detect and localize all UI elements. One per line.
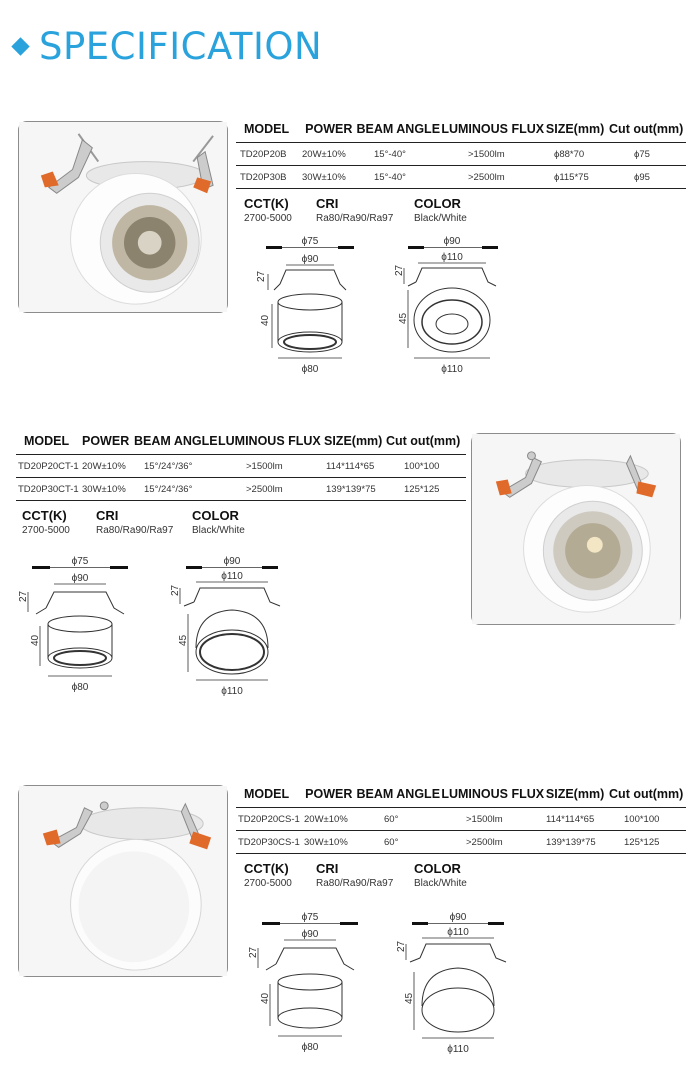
cell-size: ϕ88*70 <box>554 148 585 160</box>
dim-bottom: ϕ110 <box>441 364 463 375</box>
cell-cutout: 100*100 <box>624 813 660 825</box>
product-photo-1 <box>18 121 228 313</box>
cell-beam-angle: 15°/24°/36° <box>144 460 193 472</box>
spec-table-1 <box>236 118 686 189</box>
column-header: LUMINOUS FLUX <box>441 122 545 136</box>
cell-flux: >1500lm <box>246 460 283 472</box>
dim-h2: 40 <box>260 314 271 326</box>
cct-value: 2700-5000 <box>244 878 292 889</box>
dimension-drawing-large <box>392 232 512 378</box>
cell-size: 139*139*75 <box>326 483 376 495</box>
color-block <box>414 861 504 891</box>
dim-h1: 27 <box>18 590 29 602</box>
color-block <box>192 508 282 538</box>
cct-block <box>22 508 96 538</box>
dim-h2: 45 <box>398 312 409 324</box>
cell-power: 20W±10% <box>302 148 346 160</box>
page-title: SPECIFICATION <box>39 24 323 68</box>
dimension-drawing-small <box>250 908 370 1058</box>
dim-top: ϕ90 <box>223 556 241 567</box>
cell-size: 139*139*75 <box>546 836 596 848</box>
cell-power: 30W±10% <box>302 171 346 183</box>
downlight-photo-icon <box>19 122 227 312</box>
column-header: LUMINOUS FLUX <box>218 434 321 448</box>
cct-value: 2700-5000 <box>244 213 292 224</box>
column-header: BEAM ANGLE <box>134 434 218 448</box>
dim-top: ϕ75 <box>71 556 89 567</box>
dim-h2: 40 <box>30 634 41 646</box>
dim-top: ϕ75 <box>301 912 319 923</box>
cell-cutout: 125*125 <box>404 483 440 495</box>
column-header: MODEL <box>244 787 290 801</box>
cri-block <box>316 196 414 226</box>
page-header <box>14 24 322 68</box>
column-header: POWER <box>305 122 353 136</box>
cell-power: 20W±10% <box>82 460 126 472</box>
dim-h2: 45 <box>404 992 415 1004</box>
downlight-photo-icon <box>19 786 227 976</box>
cct-title: CCT(K) <box>22 508 67 523</box>
cell-cutout: 100*100 <box>404 460 440 472</box>
column-header: MODEL <box>24 434 70 448</box>
column-header: POWER <box>82 434 130 448</box>
color-value: Black/White <box>414 878 467 889</box>
cell-size: 114*114*65 <box>326 460 375 472</box>
cell-cutout: ϕ95 <box>634 171 650 183</box>
attributes-3 <box>244 861 504 891</box>
column-header: SIZE(mm) <box>545 787 605 801</box>
cell-model: TD20P20CS-1 <box>238 813 300 825</box>
attributes-1 <box>244 196 504 226</box>
cell-flux: >1500lm <box>466 813 503 825</box>
cri-block <box>316 861 414 891</box>
dim-top: ϕ90 <box>449 912 467 923</box>
cell-model: TD20P20B <box>240 148 287 160</box>
dim-top: ϕ75 <box>301 236 319 247</box>
cell-power: 30W±10% <box>82 483 126 495</box>
cell-flux: >1500lm <box>468 148 505 160</box>
cell-power: 20W±10% <box>304 813 348 825</box>
cell-model: TD20P30B <box>240 171 287 183</box>
dim-bottom: ϕ80 <box>301 1042 319 1053</box>
cell-size: 114*114*65 <box>546 813 595 825</box>
column-header: Cut out(mm) <box>386 434 461 448</box>
cri-value: Ra80/Ra90/Ra97 <box>316 878 394 889</box>
cri-value: Ra80/Ra90/Ra97 <box>96 525 174 536</box>
table-row <box>16 478 466 501</box>
color-block <box>414 196 504 226</box>
cell-cutout: ϕ75 <box>634 148 650 160</box>
dim-mid: ϕ110 <box>221 571 243 582</box>
table-row <box>236 831 686 854</box>
dim-mid: ϕ110 <box>441 252 463 263</box>
column-header: SIZE(mm) <box>324 434 383 448</box>
cell-beam-angle: 15°-40° <box>374 171 406 183</box>
dim-bottom: ϕ80 <box>301 364 319 375</box>
cell-flux: >2500lm <box>468 171 505 183</box>
cri-value: Ra80/Ra90/Ra97 <box>316 213 394 224</box>
dim-h2: 45 <box>178 634 189 646</box>
column-header: Cut out(mm) <box>609 122 684 136</box>
cell-beam-angle: 15°/24°/36° <box>144 483 193 495</box>
dim-mid: ϕ110 <box>447 927 469 938</box>
cell-beam-angle: 60° <box>384 836 399 848</box>
table-row <box>236 142 686 166</box>
cell-cutout: 125*125 <box>624 836 660 848</box>
product-photo-3 <box>18 785 228 977</box>
table-row <box>236 807 686 831</box>
color-title: COLOR <box>414 861 461 876</box>
dim-mid: ϕ90 <box>301 254 319 265</box>
spec-table-2 <box>16 430 466 501</box>
downlight-photo-icon <box>472 434 680 624</box>
column-header: POWER <box>305 787 353 801</box>
cct-title: CCT(K) <box>244 196 289 211</box>
dim-h1: 27 <box>256 270 267 282</box>
dimension-drawing-large <box>172 552 292 698</box>
spec-table-header <box>236 118 686 136</box>
table-row <box>16 454 466 478</box>
cct-title: CCT(K) <box>244 861 289 876</box>
column-header: MODEL <box>244 122 290 136</box>
cct-value: 2700-5000 <box>22 525 70 536</box>
cell-model: TD20P30CS-1 <box>238 836 300 848</box>
cell-flux: >2500lm <box>466 836 503 848</box>
spec-table-3 <box>236 783 686 854</box>
cell-model: TD20P20CT-1 <box>18 460 79 472</box>
dim-mid: ϕ90 <box>301 929 319 940</box>
color-title: COLOR <box>192 508 239 523</box>
dim-h1: 27 <box>394 264 405 276</box>
dim-mid: ϕ90 <box>71 573 89 584</box>
cri-block <box>96 508 192 538</box>
dimension-drawing-small <box>250 232 370 378</box>
column-header: BEAM ANGLE <box>356 122 441 136</box>
diamond-icon <box>11 37 29 55</box>
dim-h1: 27 <box>248 946 259 958</box>
color-value: Black/White <box>192 525 245 536</box>
cri-title: CRI <box>316 196 339 211</box>
column-header: SIZE(mm) <box>545 122 605 136</box>
cell-beam-angle: 60° <box>384 813 399 825</box>
attributes-2 <box>22 508 282 538</box>
cri-title: CRI <box>96 508 119 523</box>
dim-h2: 40 <box>260 992 271 1004</box>
column-header: LUMINOUS FLUX <box>441 787 545 801</box>
spec-table-header <box>236 783 686 801</box>
dim-h1: 27 <box>396 940 407 952</box>
cell-flux: >2500lm <box>246 483 283 495</box>
table-row <box>236 166 686 189</box>
cct-block <box>244 861 316 891</box>
dim-h1: 27 <box>170 584 181 596</box>
dim-top: ϕ90 <box>443 236 461 247</box>
product-photo-2 <box>471 433 681 625</box>
dimension-drawing-large <box>398 908 518 1058</box>
spec-table-header <box>16 430 466 448</box>
dimension-drawing-small <box>20 552 140 698</box>
color-title: COLOR <box>414 196 461 211</box>
color-value: Black/White <box>414 213 467 224</box>
cri-title: CRI <box>316 861 339 876</box>
cct-block <box>244 196 316 226</box>
column-header: BEAM ANGLE <box>356 787 441 801</box>
dim-bottom: ϕ110 <box>447 1044 469 1055</box>
cell-power: 30W±10% <box>304 836 348 848</box>
cell-model: TD20P30CT-1 <box>18 483 79 495</box>
dim-bottom: ϕ110 <box>221 686 243 697</box>
cell-beam-angle: 15°-40° <box>374 148 406 160</box>
dim-bottom: ϕ80 <box>71 682 89 693</box>
cell-size: ϕ115*75 <box>554 171 589 183</box>
column-header: Cut out(mm) <box>609 787 684 801</box>
